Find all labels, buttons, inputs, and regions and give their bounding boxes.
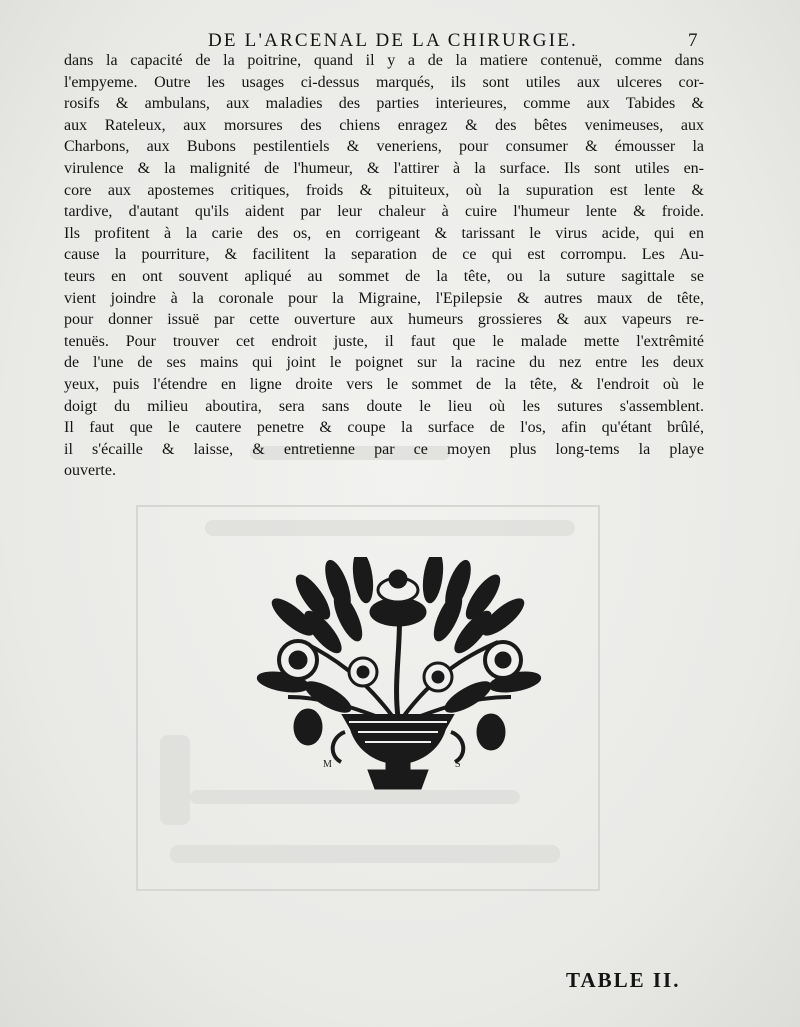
text-line: Il faut que le cautere penetre & coupe la surface de l'os, afin qu'étant brûlé, (64, 419, 704, 437)
ornament-leaf (350, 557, 375, 604)
text-line: rosifs & ambulans, aux maladies des parties interieures, comme aux Tabides & (64, 95, 704, 113)
text-line: aux Rateleux, aux morsures des chiens enragez & des bêtes venimeuses, aux (64, 116, 704, 134)
text-line: il s'écaille & laisse, & entretienne par ce moyen plus long-tems la playe (64, 440, 704, 458)
text-line: ouverte. (64, 462, 116, 480)
text-line: l'empyeme. Outre les usages ci-dessus marqués, ils sont utiles aux ulceres cor- (64, 73, 704, 91)
text-line: doigt du milieu aboutira, sera sans doute le lieu où les sutures s'assemblent. (64, 397, 704, 415)
text-line: de l'une de ses mains qui joint le poignet sur la racine du nez entre les deux (64, 354, 704, 372)
ornament-initial-left: M (323, 759, 332, 770)
text-line: cause la pourriture, & facilitent la separation de ce qui est corrompu. Les Au- (64, 246, 704, 264)
body-paragraph (64, 50, 704, 482)
ornament-leaf (420, 557, 445, 604)
show-through-instrument (170, 845, 560, 863)
show-through-instrument (160, 735, 190, 825)
catchword: TABLE II. (566, 968, 681, 992)
text-line: yeux, puis l'étendre en ligne droite vers le sommet de la tête, & l'endroit où le (64, 375, 704, 393)
woodcut-flower-vase-ornament (253, 557, 543, 802)
text-line: tenuës. Pour trouver cet endroit juste, il faut que le malade mette l'extrêmité (64, 332, 704, 350)
text-line: virulence & la malignité de l'humeur, & l'attirer à la surface. Ils sont utiles en- (64, 159, 704, 177)
text-line: dans la capacité de la poitrine, quand il y a de la matiere contenuë, comme dans (64, 52, 704, 69)
text-line: vient joindre à la coronale pour la Migraine, l'Epilepsie & autres maux de tête, (64, 289, 704, 307)
running-header: DE L'ARCENAL DE LA CHIRURGIE. (208, 30, 578, 51)
show-through-instrument (205, 520, 575, 536)
text-line: core aux apostemes critiques, froids & pituiteux, où la supuration est lente & (64, 181, 704, 199)
text-line: teurs en ont souvent apliqué au sommet de la tête, ou la suture sagittale se (64, 267, 704, 285)
ornament-initial-right: S (455, 759, 461, 770)
text-line: Ils profitent à la carie des os, en corrigeant & tarissant le virus acide, qui en (64, 224, 704, 242)
text-line: Charbons, aux Bubons pestilentiels & veneriens, pour consumer & émousser la (64, 138, 704, 156)
text-line: pour donner issuë par cette ouverture aux humeurs grossieres & aux vapeurs re- (64, 311, 704, 329)
page-number: 7 (688, 30, 698, 51)
text-line: tardive, d'autant qu'ils aident par leur chaleur à cuire l'humeur lente & froide. (64, 203, 704, 221)
